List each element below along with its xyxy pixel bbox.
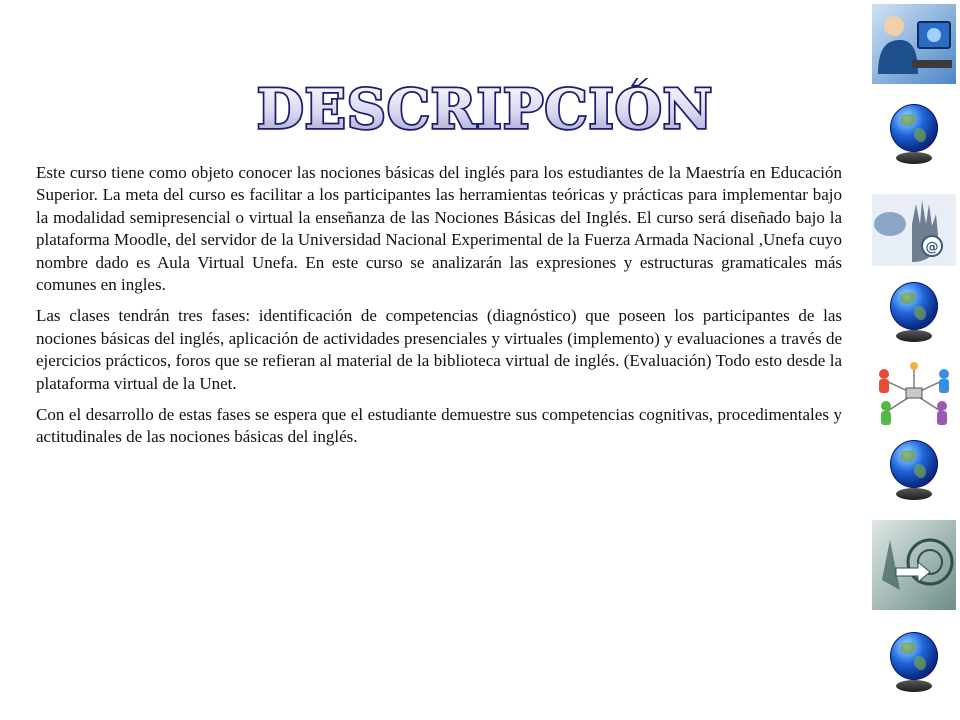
computer-user-icon: [872, 4, 956, 84]
slide-title: [250, 78, 720, 138]
slide-title-text: DESCRIPCIÓN: [256, 78, 714, 138]
globe-icon: [888, 104, 940, 164]
globe-icon: [888, 282, 940, 342]
description-body: [36, 162, 842, 458]
hand-at-sign-icon: [872, 194, 956, 266]
network-people-icon: [872, 360, 956, 426]
paragraph-3: Con el desarrollo de estas fases se espera que el estudiante demuestre sus competencias cognitivas, procedimentales y actitudinales de las nociones básicas del inglés.: [36, 405, 842, 447]
decorative-sidebar: [868, 0, 960, 720]
svg-text:@: @: [925, 240, 939, 255]
paragraph-1: Este curso tiene como objeto conocer las nociones básicas del inglés para los estudiantes de la Maestría en Educación Superior. La meta del curso es facilitar a los participantes las herramientas teóricas y prácticas para implementar bajo la modalidad semipresencial o virtual la enseñanza de las Nociones Básicas del Inglés. El curso será diseñado bajo la plataforma Moodle, del servidor de la Universidad Nacional Experimental de la Fuerza Armada Nacional ,Unefa cuyo nombre dado es Aula Virtual Unefa. En este curso se analizarán las expresiones y estructuras gramaticales más comunes en ingles.: [36, 163, 842, 295]
globe-icon: [888, 632, 940, 692]
paragraph-2: Las clases tendrán tres fases: identificación de competencias (diagnóstico) que poseen los participantes de las nociones básicas del inglés, aplicación de actividades presenciales y virtuales (implemento) y evaluaciones a través de ejercicios prácticos, foros que se refieran al material de la biblioteca virtual de inglés. (Evaluación) Todo esto desde la plataforma virtual de la Unet.: [36, 306, 842, 393]
abstract-arrow-icon: [872, 520, 956, 610]
globe-icon: [888, 440, 940, 500]
